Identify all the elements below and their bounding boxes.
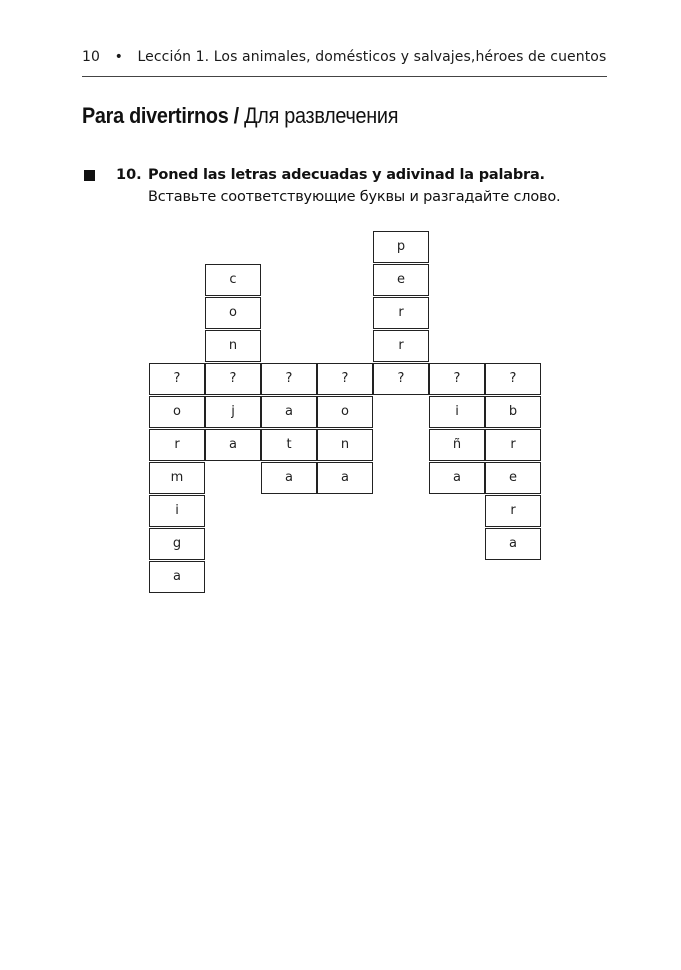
letter-cell: a	[261, 396, 317, 428]
letter-cell: o	[205, 297, 261, 329]
letter-cell: o	[149, 396, 205, 428]
exercise-instruction-ru: Вставьте соответствующие буквы и разгадайте слово.	[148, 189, 561, 205]
letter-cell: p	[373, 231, 429, 263]
letter-cell: a	[317, 462, 373, 494]
letter-cell: i	[429, 396, 485, 428]
letter-cell: e	[485, 462, 541, 494]
page-number: 10	[82, 49, 101, 65]
letter-cell: n	[317, 429, 373, 461]
letter-cell: n	[205, 330, 261, 362]
letter-cell: a	[261, 462, 317, 494]
header-bullet: •	[114, 49, 123, 65]
section-title-separator: /	[228, 103, 245, 128]
letter-cell: b	[485, 396, 541, 428]
letter-cell: a	[485, 528, 541, 560]
blank-cell: ?	[373, 363, 429, 395]
exercise-instruction-es: Poned las letras adecuadas y adivinad la palabra.	[148, 167, 545, 183]
letter-cell: m	[149, 462, 205, 494]
exercise-number: 10.	[116, 167, 142, 183]
blank-cell: ?	[429, 363, 485, 395]
letter-cell: ñ	[429, 429, 485, 461]
letter-cell: j	[205, 396, 261, 428]
letter-cell: g	[149, 528, 205, 560]
running-title: Lección 1. Los animales, domésticos y salvajes,héroes de cuentos	[137, 49, 607, 65]
letter-cell: a	[205, 429, 261, 461]
letter-cell: a	[429, 462, 485, 494]
blank-cell: ?	[261, 363, 317, 395]
section-title-ru: Для развлечения	[244, 103, 399, 128]
letter-cell: r	[373, 330, 429, 362]
blank-cell: ?	[205, 363, 261, 395]
letter-cell: r	[485, 429, 541, 461]
letter-cell: c	[205, 264, 261, 296]
section-title-es: Para divertirnos	[82, 103, 229, 128]
letter-cell: a	[149, 561, 205, 593]
letter-cell: e	[373, 264, 429, 296]
letter-cell: t	[261, 429, 317, 461]
letter-cell: r	[149, 429, 205, 461]
letter-cell: o	[317, 396, 373, 428]
letter-cell: i	[149, 495, 205, 527]
blank-cell: ?	[485, 363, 541, 395]
letter-cell: r	[373, 297, 429, 329]
blank-cell: ?	[317, 363, 373, 395]
blank-cell: ?	[149, 363, 205, 395]
letter-cell: r	[485, 495, 541, 527]
